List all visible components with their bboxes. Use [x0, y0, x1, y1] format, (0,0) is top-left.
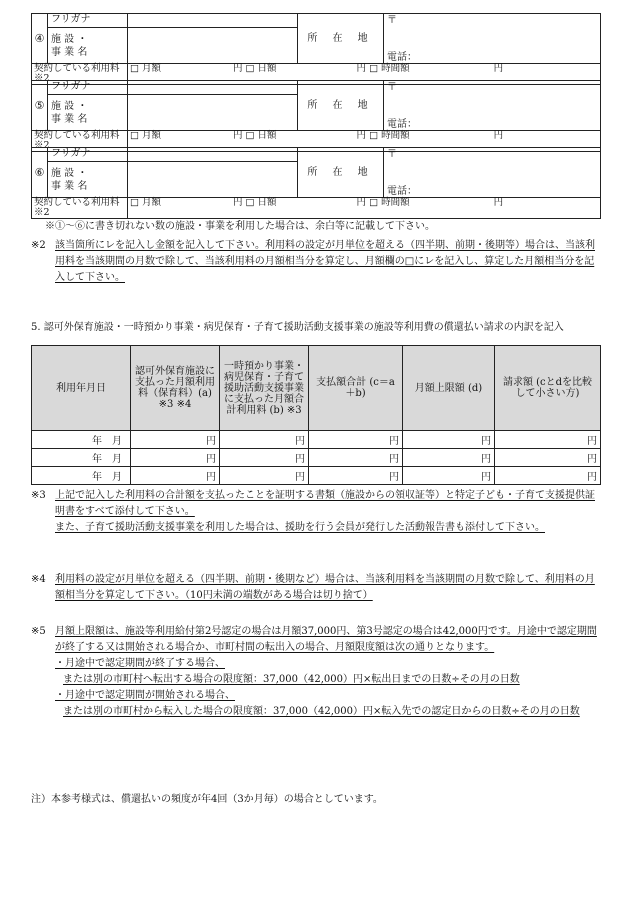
location-label: 所 在 地 — [298, 148, 384, 198]
footer-note: 注）本参考様式は、償還払いの頻度が年4回（3か月毎）の場合としています。 — [31, 794, 383, 805]
cell-date[interactable]: 年 月 — [32, 431, 131, 449]
note-mark: ※5 — [31, 626, 46, 637]
fee-options[interactable]: □ 月額 円 □ 日額 円 □ 時間額 円 — [128, 198, 601, 219]
cell-e[interactable]: 円 — [495, 467, 601, 485]
fee-label: 契約している利用料※2 — [32, 64, 128, 85]
cell-a[interactable]: 円 — [131, 449, 220, 467]
monthly-checkbox[interactable]: □ 月額 — [130, 63, 161, 74]
facility-table-5 — [31, 80, 601, 152]
facility-name-input[interactable] — [128, 162, 298, 198]
fee-options[interactable]: □ 月額 円 □ 日額 円 □ 時間額 円 — [128, 64, 601, 85]
cell-date[interactable]: 年 月 — [32, 467, 131, 485]
location-label: 所 在 地 — [298, 81, 384, 131]
cell-e[interactable]: 円 — [495, 431, 601, 449]
note-3 — [31, 488, 601, 536]
header-b: 一時預かり事業・病児保育・子育て援助活動支援事業に支払った月額合計利用料 (b) ※3 — [220, 346, 309, 431]
fee-label: 契約している利用料※2 — [32, 131, 128, 152]
furigana-label: フリガナ — [48, 148, 128, 162]
tel-label: 電話： — [387, 52, 417, 63]
furigana-input[interactable] — [128, 81, 298, 95]
facility-table-6 — [31, 147, 601, 219]
furigana-label: フリガナ — [48, 14, 128, 28]
overflow-note: ※①～⑥に書き切れない数の施設・事業を利用した場合は、余白等に記載して下さい。 — [45, 221, 435, 232]
address-field[interactable] — [384, 14, 601, 64]
zip-mark: 〒 — [387, 149, 397, 160]
cell-date[interactable]: 年 月 — [32, 449, 131, 467]
table-row — [32, 431, 601, 449]
fee-options[interactable]: □ 月額 円 □ 日額 円 □ 時間額 円 — [128, 131, 601, 152]
bullet-end-detail: または別の市町村へ転出する場合の限度額：37,000（42,000）円×転出日までの日数÷その月の日数 — [63, 674, 520, 685]
note-mark: ※3 — [31, 490, 46, 501]
header-a: 認可外保育施設に支払った月額利用料（保育料）(a) ※3 ※4 — [131, 346, 220, 431]
note-text: 利用料の設定が月単位を超える（四半期、前期・後期など）場合は、当該利用料を当該期間の月数で除して、利用料の月額相当分を算定して下さい。（10円未満の端数がある場合は切り捨て） — [55, 574, 595, 601]
cell-b[interactable]: 円 — [220, 467, 309, 485]
cell-d[interactable]: 円 — [403, 449, 495, 467]
note-mark: ※4 — [31, 574, 46, 585]
cell-e[interactable]: 円 — [495, 449, 601, 467]
hourly-checkbox[interactable]: □ 時間額 — [369, 130, 410, 141]
tel-label: 電話： — [387, 186, 417, 197]
cell-c[interactable]: 円 — [309, 449, 403, 467]
cell-c[interactable]: 円 — [309, 467, 403, 485]
furigana-label: フリガナ — [48, 81, 128, 95]
cell-a[interactable]: 円 — [131, 431, 220, 449]
cell-a[interactable]: 円 — [131, 467, 220, 485]
daily-checkbox[interactable]: □ 日額 — [245, 63, 277, 74]
facility-name-label: 施 設 ・ 事 業 名 — [48, 95, 128, 131]
monthly-checkbox[interactable]: □ 月額 — [130, 130, 161, 141]
facility-number: ⑥ — [32, 148, 48, 198]
tel-label: 電話： — [387, 119, 417, 130]
furigana-input[interactable] — [128, 148, 298, 162]
bullet-start: ・月途中で認定期間が開始される場合、 — [55, 690, 235, 701]
facility-name-input[interactable] — [128, 28, 298, 64]
zip-mark: 〒 — [387, 82, 397, 93]
header-e: 請求額 (cとdを比較して小さい方) — [495, 346, 601, 431]
daily-checkbox[interactable]: □ 日額 — [245, 197, 277, 208]
hourly-checkbox[interactable]: □ 時間額 — [369, 63, 410, 74]
location-label: 所 在 地 — [298, 14, 384, 64]
address-field[interactable] — [384, 148, 601, 198]
facility-name-label: 施 設 ・ 事 業 名 — [48, 28, 128, 64]
facility-name-input[interactable] — [128, 95, 298, 131]
facility-table-4 — [31, 13, 601, 85]
note-2 — [31, 238, 601, 286]
table-row — [32, 467, 601, 485]
facility-number: ⑤ — [32, 81, 48, 131]
address-field[interactable] — [384, 81, 601, 131]
daily-checkbox[interactable]: □ 日額 — [245, 130, 277, 141]
cell-d[interactable]: 円 — [403, 431, 495, 449]
facility-name-label: 施 設 ・ 事 業 名 — [48, 162, 128, 198]
hourly-checkbox[interactable]: □ 時間額 — [369, 197, 410, 208]
zip-mark: 〒 — [387, 15, 397, 26]
note-text: 該当箇所にレを記入し金額を記入して下さい。利用料の設定が月単位を超える（四半期、前期・後期等）場合は、当該利用料を当該期間の月数で除して、当該利用料の月額相当分を算定し、月額欄の□にレを記入し、算定した月額相当分を記入して下さい。 — [55, 240, 595, 283]
furigana-input[interactable] — [128, 14, 298, 28]
claim-table — [31, 345, 601, 485]
monthly-checkbox[interactable]: □ 月額 — [130, 197, 161, 208]
facility-number: ④ — [32, 14, 48, 64]
table-row — [32, 449, 601, 467]
note-mark: ※2 — [31, 240, 46, 251]
fee-label: 契約している利用料※2 — [32, 198, 128, 219]
note-text-1: 上記で記入した利用料の合計額を支払ったことを証明する書類（施設からの領収証等）と特定子ども・子育て支援提供証明書をすべて添付して下さい。 — [55, 490, 595, 517]
note-text-2: また、子育て援助活動支援事業を利用した場合は、援助を行う会員が発行した活動報告書も添付して下さい。 — [55, 522, 545, 533]
header-d: 月額上限額 (d) — [403, 346, 495, 431]
header-date: 利用年月日 — [32, 346, 131, 431]
cell-b[interactable]: 円 — [220, 431, 309, 449]
bullet-end: ・月途中で認定期間が終了する場合、 — [55, 658, 225, 669]
cell-b[interactable]: 円 — [220, 449, 309, 467]
bullet-start-detail: または別の市町村から転入した場合の限度額：37,000（42,000）円×転入先での認定日からの日数÷その月の日数 — [63, 706, 580, 717]
section-5-title: 5. 認可外保育施設・一時預かり事業・病児保育・子育て援助活動支援事業の施設等利用費の償還払い請求の内訳を記入 — [31, 322, 564, 333]
note-text: 月額上限額は、施設等利用給付第2号認定の場合は月額37,000円、第3号認定の場合は42,000円です。月途中で認定期間が終了する又は開始される場合か、市町村間の転出入の場合、月額限度額は次の通りとなります。 — [55, 626, 597, 653]
cell-d[interactable]: 円 — [403, 467, 495, 485]
header-c: 支払額合計 (c＝a＋b) — [309, 346, 403, 431]
cell-c[interactable]: 円 — [309, 431, 403, 449]
note-4 — [31, 572, 601, 604]
note-5 — [31, 624, 601, 720]
